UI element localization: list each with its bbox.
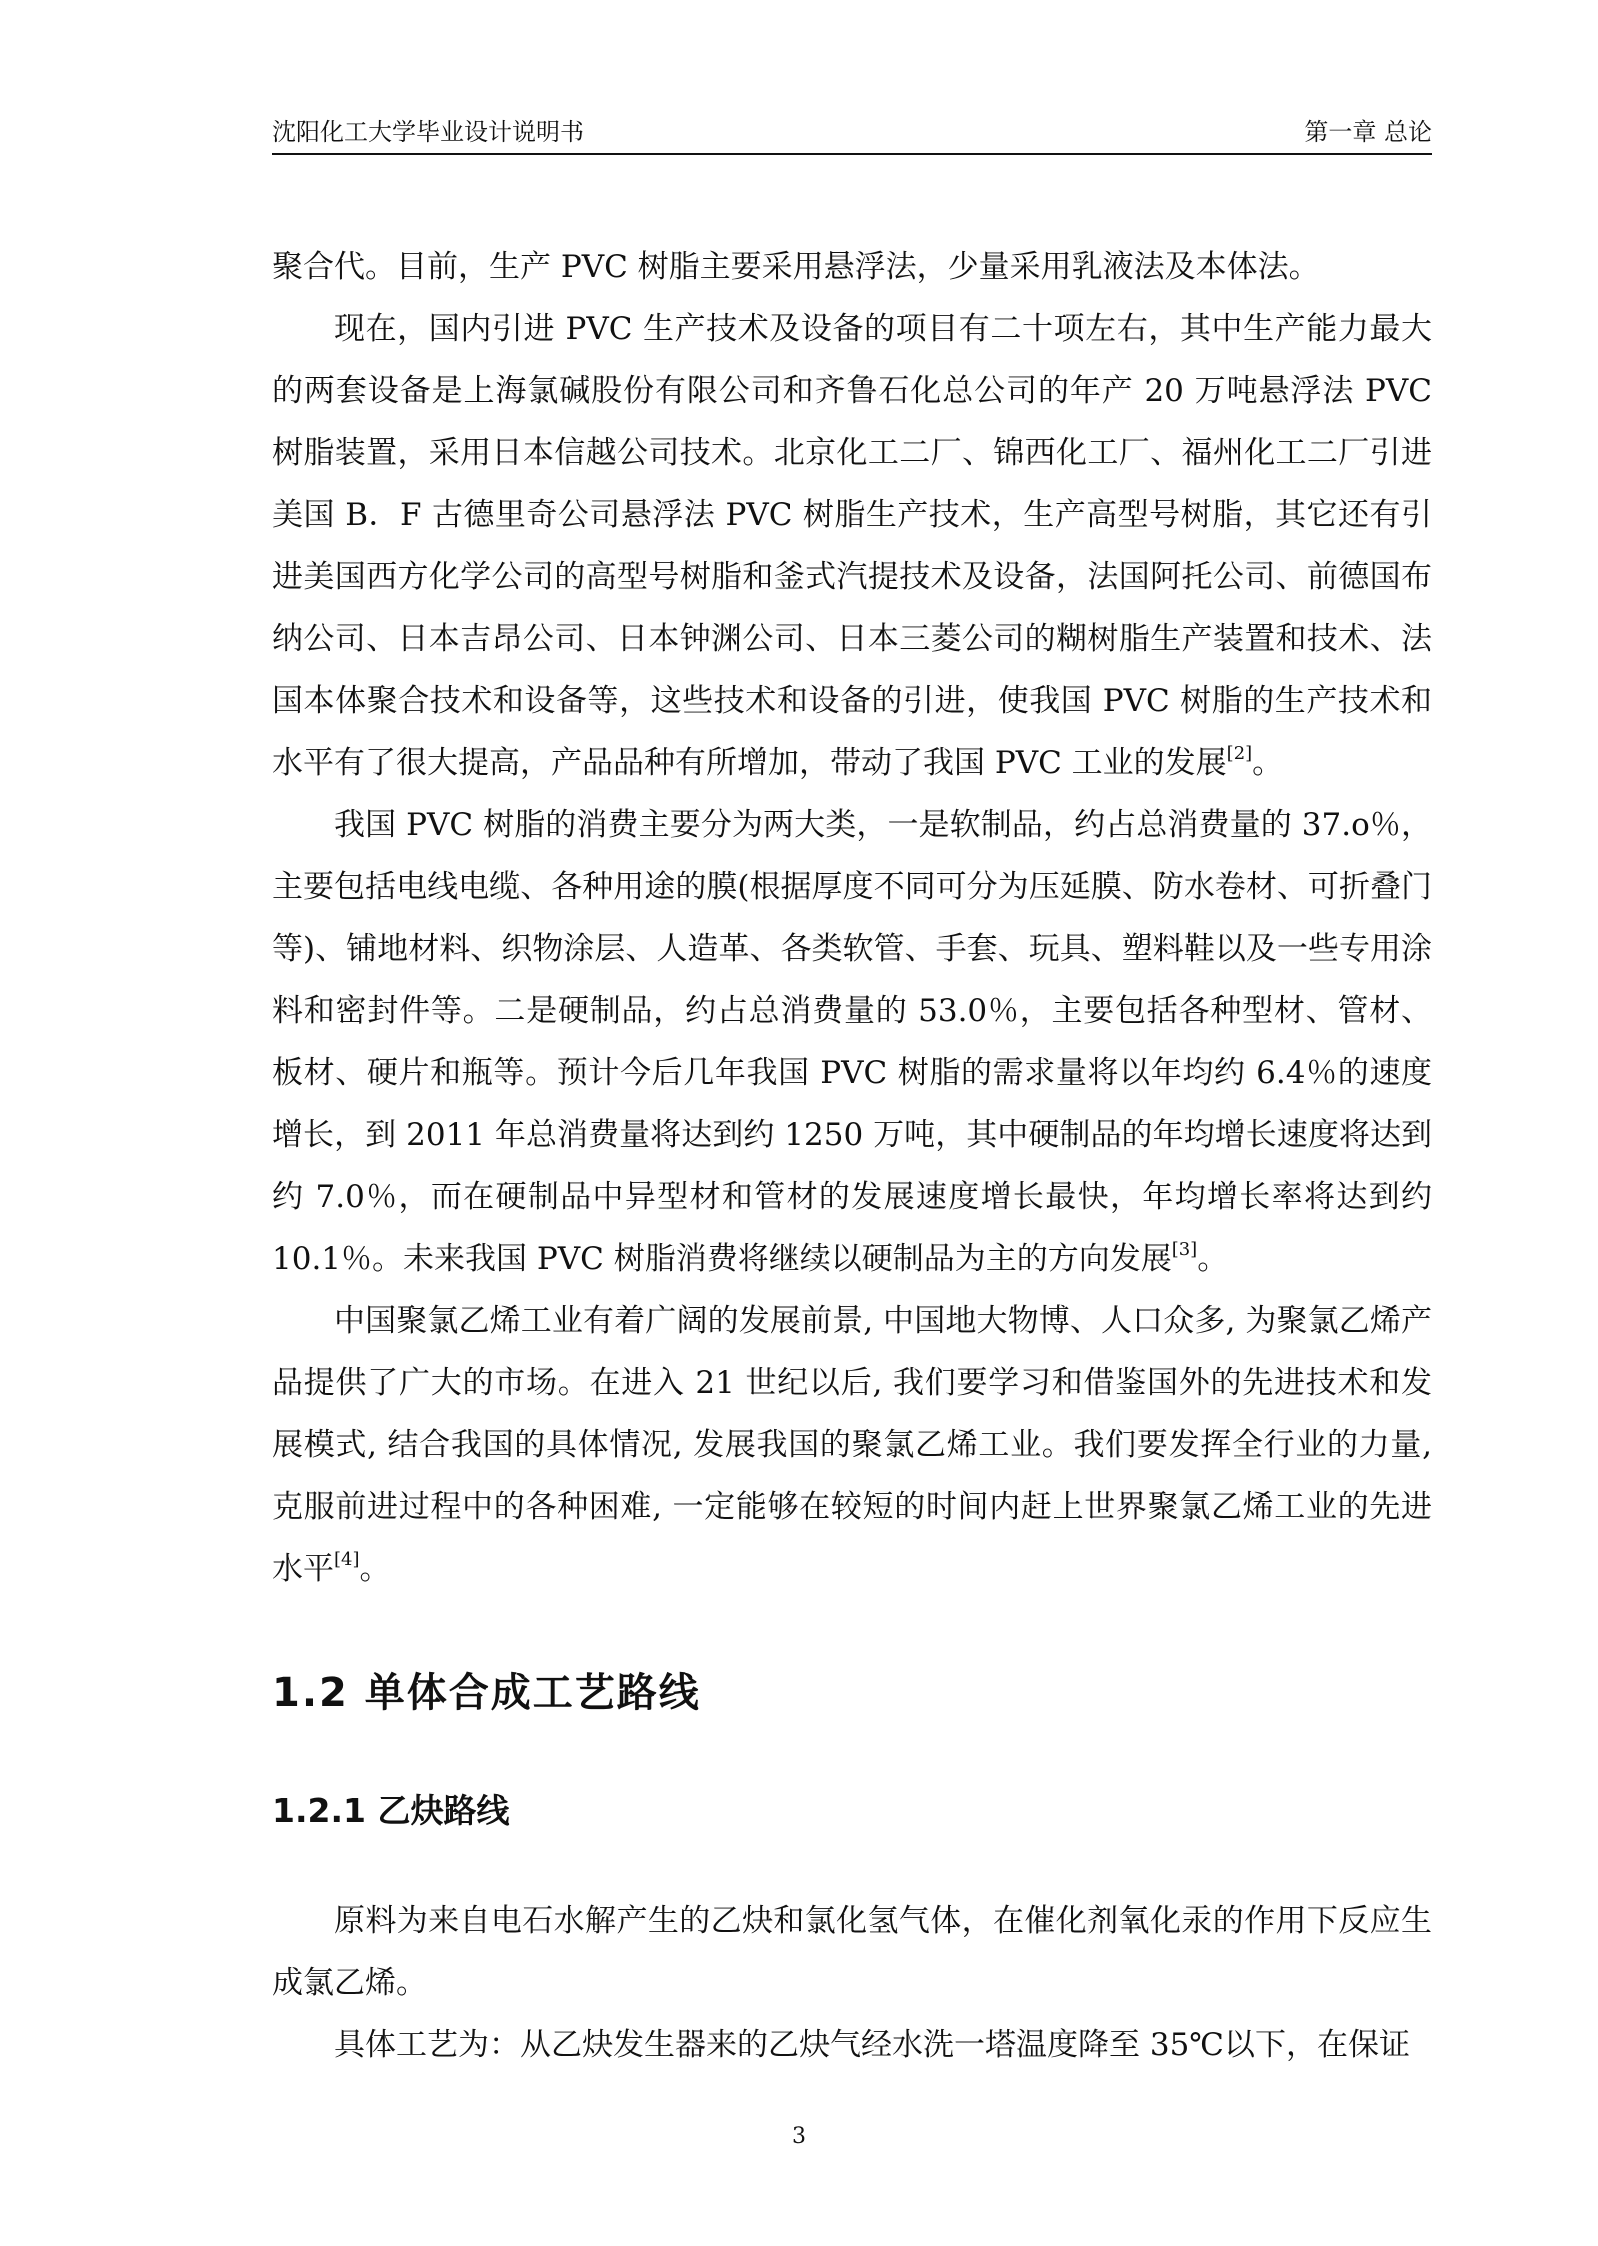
- paragraph-4: [272, 1290, 1432, 1600]
- paragraph-3-end: 。: [1197, 1241, 1229, 1277]
- paragraph-2: [272, 298, 1432, 794]
- paragraph-4-text: 中国聚氯乙烯工业有着广阔的发展前景, 中国地大物博、人口众多, 为聚氯乙烯产品提供了广大的市场。在进入 21 世纪以后, 我们要学习和借鉴国外的先进技术和发展模式, 结合我国的具体情况, 发展我国的聚氯乙烯工业。我们要发挥全行业的力量, 克服前进过程中的各种困难, 一定能够在较短的时间内赶上世界聚氯乙烯工业的先进水平: [272, 1303, 1432, 1587]
- paragraph-6: [272, 2014, 1432, 2076]
- paragraph-3-text: 我国 PVC 树脂的消费主要分为两大类，一是软制品，约占总消费量的 37.o％，主要包括电线电缆、各种用途的膜(根据厚度不同可分为压延膜、防水卷材、可折叠门等)、铺地材料、织物涂层、人造革、各类软管、手套、玩具、塑料鞋以及一些专用涂料和密封件等。二是硬制品，约占总消费量的 53.0％，主要包括各种型材、管材、板材、硬片和瓶等。预计今后几年我国 PVC 树脂的需求量将以年均约 6.4％的速度增长，到 2011 年总消费量将达到约 1250 万吨，其中硬制品的年均增长速度将达到约 7.0％，而在硬制品中异型材和管材的发展速度增长最快，年均增长率将达到约 10.1％。未来我国 PVC 树脂消费将继续以硬制品为主的方向发展: [272, 807, 1432, 1277]
- page-body: [272, 236, 1432, 2076]
- paragraph-1-text: 聚合代。目前，生产 PVC 树脂主要采用悬浮法，少量采用乳液法及本体法。: [272, 249, 1320, 285]
- page-number: 3: [792, 2124, 806, 2149]
- header-school-title: 沈阳化工大学毕业设计说明书: [272, 118, 584, 146]
- running-header: [272, 112, 1432, 152]
- paragraph-4-end: 。: [359, 1551, 391, 1587]
- citation-3: [3]: [1171, 1239, 1198, 1260]
- citation-4: [4]: [334, 1549, 360, 1570]
- paragraph-3: [272, 794, 1432, 1290]
- paragraph-2-text: 现在，国内引进 PVC 生产技术及设备的项目有二十项左右，其中生产能力最大的两套设备是上海氯碱股份有限公司和齐鲁石化总公司的年产 20 万吨悬浮法 PVC 树脂装置，采用日本信越公司技术。北京化工二厂、锦西化工厂、福州化工二厂引进美国 B．F 古德里奇公司悬浮法 PVC 树脂生产技术，生产高型号树脂，其它还有引进美国西方化学公司的高型号树脂和釜式汽提技术及设备，法国阿托公司、前德国布纳公司、日本吉昂公司、日本钟渊公司、日本三菱公司的糊树脂生产装置和技术、法国本体聚合技术和设备等，这些技术和设备的引进，使我国 PVC 树脂的生产技术和水平有了很大提高，产品品种有所增加，带动了我国 PVC 工业的发展: [272, 311, 1432, 781]
- header-divider: [272, 153, 1432, 155]
- section-heading: 1.2 单体合成工艺路线: [272, 1670, 701, 1716]
- paragraph-1: [272, 236, 1432, 298]
- subsection-heading: 1.2.1 乙炔路线: [272, 1791, 510, 1830]
- citation-2: [2]: [1226, 743, 1253, 764]
- paragraph-6-text: 具体工艺为：从乙炔发生器来的乙炔气经水洗一塔温度降至 35℃以下，在保证: [334, 2027, 1410, 2063]
- paragraph-5: [272, 1890, 1432, 2014]
- paragraph-2-end: 。: [1252, 745, 1284, 781]
- header-chapter-title: 第一章 总论: [1304, 118, 1432, 146]
- paragraph-5-text: 原料为来自电石水解产生的乙炔和氯化氢气体，在催化剂氧化汞的作用下反应生成氯乙烯。: [272, 1903, 1432, 2001]
